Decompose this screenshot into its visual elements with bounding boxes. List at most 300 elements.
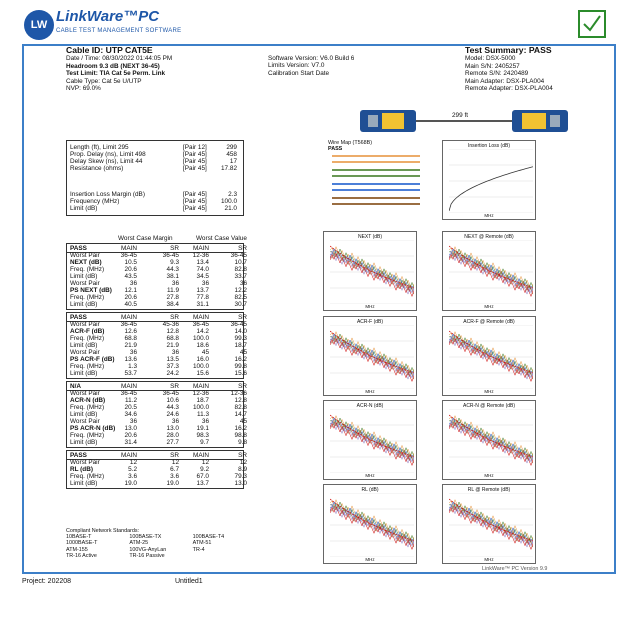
cable-id: Cable ID: UTP CAT5E: [66, 45, 153, 55]
results-label: PS ACR-N (dB): [70, 425, 116, 432]
results-value: 36-45: [120, 390, 137, 397]
results-value: 11.9: [167, 287, 179, 294]
results-row: [67, 349, 247, 356]
chart-trace: [449, 420, 533, 463]
chart-trace: [330, 420, 414, 463]
insertion-row: [67, 198, 243, 205]
results-value: 12: [171, 459, 179, 466]
chart-title: RL (dB): [361, 487, 379, 493]
results-value: 36-45: [192, 321, 209, 328]
results-row: [67, 273, 247, 280]
length-row: [67, 165, 243, 172]
results-row: [67, 439, 247, 446]
results-value: 12-36: [230, 390, 247, 397]
results-value: 31.1: [196, 301, 209, 308]
results-value: 36: [239, 280, 247, 287]
results-row: [67, 466, 247, 473]
length-cell: 458: [226, 151, 237, 158]
results-value: SR: [170, 314, 179, 321]
results-row: [67, 418, 247, 425]
chart-xlabel: MHz: [365, 473, 375, 478]
chart-xlabel: MHz: [484, 213, 494, 218]
software-version: Software Version: V6.0 Build 6: [268, 55, 355, 62]
length-cell: [Pair 45]: [183, 151, 207, 158]
results-row: [67, 459, 247, 466]
chart-trace: [330, 251, 414, 294]
limits-version: Limits Version: V7.0: [268, 62, 325, 70]
chart-plot: [449, 325, 533, 389]
length-cell: Delay Skew (ns), Limit 44: [70, 158, 143, 165]
results-value: 18.7: [234, 342, 247, 349]
results-value: 36-45: [120, 252, 137, 259]
length-cell: Length (ft), Limit 295: [70, 144, 129, 151]
date-time: Date / Time: 08/30/2022 01:44:05 PM: [66, 55, 173, 63]
results-value: 31.4: [124, 439, 137, 446]
results-value: 12: [201, 459, 209, 466]
length-row: [67, 144, 243, 151]
results-row: [67, 342, 247, 349]
results-value: 99.3: [234, 335, 247, 342]
results-value: 82.5: [234, 294, 247, 301]
results-label: Limit (dB): [70, 342, 98, 349]
results-label: Freq. (MHz): [70, 432, 105, 439]
chart-panel: [323, 231, 417, 311]
standard-item: TR-4: [192, 546, 205, 553]
results-value: 13.7: [196, 480, 209, 487]
results-value: 68.8: [166, 335, 179, 342]
insertion-cell: [Pair 45]: [183, 205, 207, 212]
chart-trace: [449, 251, 533, 294]
results-value: MAIN: [193, 314, 209, 321]
results-value: SR: [170, 383, 179, 390]
results-value: 45: [201, 349, 209, 356]
results-value: 15.6: [234, 370, 247, 377]
chart-panel: [323, 316, 417, 396]
pass-check-icon: [578, 10, 606, 38]
chart-trace: [330, 336, 414, 379]
results-value: 9.7: [200, 439, 209, 446]
results-value: 27.8: [166, 294, 179, 301]
results-value: 77.8: [196, 294, 209, 301]
project-label: Project: 202208: [22, 578, 72, 585]
length-cell: Resistance (ohms): [70, 165, 124, 172]
results-value: 45: [239, 418, 247, 425]
results-value: SR: [238, 383, 247, 390]
results-label: Worst Pair: [70, 459, 100, 466]
linkware-logo: LW: [24, 10, 54, 40]
results-value: 36: [171, 349, 179, 356]
results-value: 27.7: [166, 439, 179, 446]
chart-panel: [442, 484, 536, 564]
results-row: [67, 473, 247, 480]
chart-title: NEXT (dB): [357, 234, 383, 240]
insertion-cell: 2.3: [228, 191, 237, 198]
results-value: 12.2: [234, 287, 247, 294]
results-label: Freq. (MHz): [70, 404, 105, 411]
chart-plot: [330, 325, 414, 389]
results-label: Freq. (MHz): [70, 335, 105, 342]
results-value: MAIN: [193, 383, 209, 390]
chart-panel: [323, 400, 417, 480]
length-cell: 17: [229, 158, 237, 165]
insertion-cell: [Pair 45]: [183, 191, 207, 198]
chart-plot: [330, 409, 414, 473]
results-value: 38.1: [166, 273, 179, 280]
results-row: [67, 390, 247, 397]
results-value: 13.6: [124, 356, 137, 363]
version-label: LinkWare™ PC Version 9.9: [482, 566, 548, 572]
results-value: 100.0: [193, 335, 209, 342]
chart-title: NEXT @ Remote (dB): [464, 234, 514, 240]
results-row: [67, 432, 247, 439]
standard-item: 100BASE-TX: [129, 534, 162, 541]
results-value: 6.7: [170, 466, 179, 473]
results-row: [67, 294, 247, 301]
standard-item: 100BASE-T4: [192, 534, 225, 541]
chart-xlabel: MHz: [365, 389, 375, 394]
results-value: 20.6: [124, 432, 137, 439]
results-value: 19.0: [124, 480, 137, 487]
chart-trace: [449, 504, 533, 547]
standard-item: ATM-51: [192, 540, 212, 547]
standard-item: ATM-155: [66, 546, 88, 553]
results-value: 16.2: [234, 356, 247, 363]
results-value: 82.8: [234, 404, 247, 411]
insertion-cell: 21.0: [224, 205, 237, 212]
results-value: 36: [129, 280, 137, 287]
results-value: 14.2: [196, 328, 209, 335]
results-value: SR: [238, 245, 247, 252]
results-value: MAIN: [121, 314, 137, 321]
results-row: [67, 404, 247, 411]
cable-length: 299 ft: [452, 112, 468, 119]
standard-item: 1000BASE-T: [66, 540, 98, 547]
results-row: [67, 314, 247, 321]
results-value: MAIN: [121, 245, 137, 252]
results-label: Worst Pair: [70, 252, 100, 259]
chart-title: ACR-F (dB): [356, 319, 384, 325]
chart-plot: [330, 493, 414, 557]
standard-item: ATM-25: [129, 540, 149, 547]
results-value: 99.8: [234, 363, 247, 370]
results-label: Freq. (MHz): [70, 473, 105, 480]
chart-plot: [449, 240, 533, 304]
results-value: 45-36: [162, 321, 179, 328]
length-cell: [Pair 12]: [183, 144, 207, 151]
results-value: 37.3: [166, 363, 179, 370]
main-sn: Main S/N: 2405257: [465, 62, 520, 70]
results-label: Freq. (MHz): [70, 294, 105, 301]
results-value: 20.5: [124, 404, 137, 411]
results-label: ACR-F (dB): [70, 328, 105, 335]
chart-title: Insertion Loss (dB): [468, 143, 510, 149]
results-row: [67, 252, 247, 259]
wire-map-status: PASS: [328, 146, 343, 153]
results-value: 13.7: [196, 287, 209, 294]
chart-xlabel: MHz: [484, 304, 494, 309]
results-section: [66, 312, 247, 379]
worst-case-value-header: Worst Case Value: [196, 235, 247, 242]
results-section: [66, 381, 247, 448]
results-value: 9.8: [238, 439, 247, 446]
results-label: Limit (dB): [70, 480, 98, 487]
results-label: N/A: [70, 383, 82, 390]
results-value: 34.6: [124, 411, 137, 418]
results-row: [67, 363, 247, 370]
results-value: 40.5: [124, 301, 137, 308]
results-value: 9.2: [200, 466, 209, 473]
brand-name: LinkWare™PC: [56, 8, 160, 25]
chart-xlabel: MHz: [484, 389, 494, 394]
results-row: [67, 280, 247, 287]
remote-adapter: Remote Adapter: DSX-PLA004: [465, 85, 553, 93]
results-row: [67, 480, 247, 487]
results-value: 16.0: [196, 356, 209, 363]
header-middle: [268, 55, 354, 77]
results-value: 18.7: [196, 397, 209, 404]
results-value: 13.0: [124, 425, 137, 432]
results-label: Limit (dB): [70, 301, 98, 308]
results-value: SR: [238, 452, 247, 459]
standard-item: 100VG-AnyLan: [129, 546, 167, 553]
results-value: 45: [239, 349, 247, 356]
header-right: [465, 47, 553, 92]
chart-panel: [323, 484, 417, 564]
results-label: Limit (dB): [70, 439, 98, 446]
remote-unit-graphic: [512, 110, 568, 132]
results-value: 36-45: [162, 252, 179, 259]
results-value: 44.3: [166, 266, 179, 273]
chart-panel: [442, 231, 536, 311]
cable-type: Cable Type: Cat 5e U/UTP: [66, 77, 142, 85]
test-limit: Test Limit: TIA Cat 5e Perm. Link: [66, 70, 166, 78]
insertion-cell: [Pair 45]: [183, 198, 207, 205]
results-value: 12: [129, 459, 137, 466]
results-row: [67, 328, 247, 335]
results-value: 68.8: [124, 335, 137, 342]
results-value: 12-36: [192, 390, 209, 397]
results-value: SR: [170, 452, 179, 459]
insertion-loss-trace: [449, 167, 533, 211]
results-value: 36: [129, 349, 137, 356]
standards: [66, 528, 256, 559]
length-cell: [Pair 45]: [183, 158, 207, 165]
results-value: 8.9: [238, 466, 247, 473]
main-unit-graphic: [360, 110, 416, 132]
results-row: [67, 411, 247, 418]
results-value: 21.9: [124, 342, 137, 349]
chart-plot: [449, 409, 533, 473]
results-value: SR: [170, 245, 179, 252]
results-row: [67, 287, 247, 294]
results-value: 11.2: [125, 397, 137, 404]
results-value: 33.7: [234, 273, 247, 280]
results-value: 10.5: [124, 259, 137, 266]
results-label: Worst Pair: [70, 349, 100, 356]
wire-map-title: Wire Map (T568B): [328, 140, 373, 146]
results-value: 12: [239, 459, 247, 466]
results-label: Freq. (MHz): [70, 266, 105, 273]
nvp: NVP: 69.0%: [66, 85, 101, 93]
chart-trace: [330, 504, 414, 547]
chart-title: ACR-N (dB): [356, 403, 384, 409]
cable-line: [416, 120, 512, 122]
results-value: 13.0: [234, 480, 247, 487]
results-value: 53.7: [124, 370, 137, 377]
results-label: Limit (dB): [70, 370, 98, 377]
results-value: 10.7: [234, 259, 247, 266]
results-value: 100.0: [193, 404, 209, 411]
results-row: [67, 321, 247, 328]
results-row: [67, 259, 247, 266]
results-value: 24.2: [166, 370, 179, 377]
results-value: 15.6: [196, 370, 209, 377]
chart-panel: [442, 316, 536, 396]
insertion-row: [67, 205, 243, 212]
results-value: 20.6: [124, 294, 137, 301]
wire-map: [328, 140, 424, 211]
results-label: PS ACR-F (dB): [70, 356, 115, 363]
results-label: Worst Pair: [70, 280, 100, 287]
worst-case-margin-header: Worst Case Margin: [118, 235, 173, 242]
results-value: 34.5: [196, 273, 209, 280]
results-value: 36: [129, 418, 137, 425]
results-label: Worst Pair: [70, 321, 100, 328]
results-value: 3.6: [128, 473, 137, 480]
chart-plot: [330, 240, 414, 304]
results-value: 36-45: [120, 321, 137, 328]
results-label: PASS: [70, 314, 87, 321]
length-table: [66, 140, 244, 216]
results-label: PASS: [70, 245, 87, 252]
chart-xlabel: MHz: [365, 304, 375, 309]
results-value: 36: [201, 280, 209, 287]
length-cell: Prop. Delay (ns), Limit 498: [70, 151, 146, 158]
main-adapter: Main Adapter: DSX-PLA004: [465, 77, 545, 85]
chart-title: RL @ Remote (dB): [467, 487, 511, 493]
results-section: [66, 243, 247, 310]
results-section: [66, 450, 247, 489]
chart-xlabel: MHz: [484, 557, 494, 562]
results-label: NEXT (dB): [70, 259, 102, 266]
results-value: 5.2: [128, 466, 137, 473]
results-value: 14.7: [234, 411, 247, 418]
standards-title: Compliant Network Standards:: [66, 528, 140, 534]
results-value: 43.5: [124, 273, 137, 280]
results-value: MAIN: [121, 383, 137, 390]
results-value: 36: [171, 418, 179, 425]
results-value: 36: [171, 280, 179, 287]
results-value: MAIN: [193, 452, 209, 459]
results-label: Freq. (MHz): [70, 363, 105, 370]
results-value: 30.7: [234, 301, 247, 308]
results-label: Worst Pair: [70, 390, 100, 397]
chart-xlabel: MHz: [484, 473, 494, 478]
results-value: 67.0: [196, 473, 209, 480]
standard-item: TR-16 Passive: [129, 552, 165, 559]
results-row: [67, 397, 247, 404]
chart-panel: [442, 140, 536, 220]
insertion-cell: 100.0: [221, 198, 237, 205]
results-value: 38.4: [166, 301, 179, 308]
results-value: 24.6: [166, 411, 179, 418]
standard-item: 10BASE-T: [66, 534, 92, 541]
results-value: 36: [201, 418, 209, 425]
results-value: 44.3: [166, 404, 179, 411]
results-value: 13.0: [166, 425, 179, 432]
results-value: 3.6: [170, 473, 179, 480]
results-value: 36-45: [162, 390, 179, 397]
results-row: [67, 452, 247, 459]
length-cell: 299: [226, 144, 237, 151]
results-label: Limit (dB): [70, 273, 98, 280]
results-value: 36-45: [230, 321, 247, 328]
standard-item: TR-16 Active: [66, 552, 97, 559]
results-value: 14.0: [234, 328, 247, 335]
results-row: [67, 335, 247, 342]
results-value: 12-36: [192, 252, 209, 259]
results-value: 36-45: [230, 252, 247, 259]
results-value: 98.8: [234, 432, 247, 439]
test-summary: Test Summary: PASS: [465, 45, 552, 55]
insertion-row: [67, 191, 243, 198]
results-label: Limit (dB): [70, 411, 98, 418]
results-value: 12.6: [124, 328, 137, 335]
insertion-cell: Frequency (MHz): [70, 198, 120, 205]
results-label: ACR-N (dB): [70, 397, 106, 404]
headroom: Headroom 9.3 dB (NEXT 36-45): [66, 62, 160, 70]
untitled-label: Untitled1: [175, 578, 203, 585]
results-value: 9.3: [170, 259, 179, 266]
insertion-cell: Insertion Loss Margin (dB): [70, 191, 145, 198]
results-value: 12.8: [166, 328, 179, 335]
results-value: 1.3: [128, 363, 137, 370]
chart-trace: [449, 336, 533, 379]
results-value: 19.0: [166, 480, 179, 487]
insertion-cell: Limit (dB): [70, 205, 98, 212]
remote-sn: Remote S/N: 2420489: [465, 70, 529, 78]
results-value: 98.3: [196, 432, 209, 439]
results-value: 20.6: [124, 266, 137, 273]
chart-plot: [449, 493, 533, 557]
length-row: [67, 151, 243, 158]
results-row: [67, 383, 247, 390]
results-value: 16.2: [234, 425, 247, 432]
results-value: 100.0: [193, 363, 209, 370]
chart-panel: [442, 400, 536, 480]
results-row: [67, 370, 247, 377]
results-value: 11.3: [197, 411, 209, 418]
chart-title: ACR-N @ Remote (dB): [462, 403, 516, 409]
results-row: [67, 301, 247, 308]
results-value: MAIN: [193, 245, 209, 252]
wire-map-diagram: [328, 152, 424, 208]
results-value: 10.6: [166, 397, 179, 404]
results-row: [67, 245, 247, 252]
results-label: PASS: [70, 452, 87, 459]
results-row: [67, 266, 247, 273]
results-value: 12.8: [234, 397, 247, 404]
results-value: 19.1: [196, 425, 209, 432]
results-row: [67, 425, 247, 432]
results-value: 82.8: [234, 266, 247, 273]
results-row: [67, 356, 247, 363]
results-value: 79.3: [234, 473, 247, 480]
chart-title: ACR-F @ Remote (dB): [463, 319, 515, 325]
results-value: 13.5: [166, 356, 179, 363]
results-value: 12.1: [124, 287, 137, 294]
length-row: [67, 158, 243, 165]
